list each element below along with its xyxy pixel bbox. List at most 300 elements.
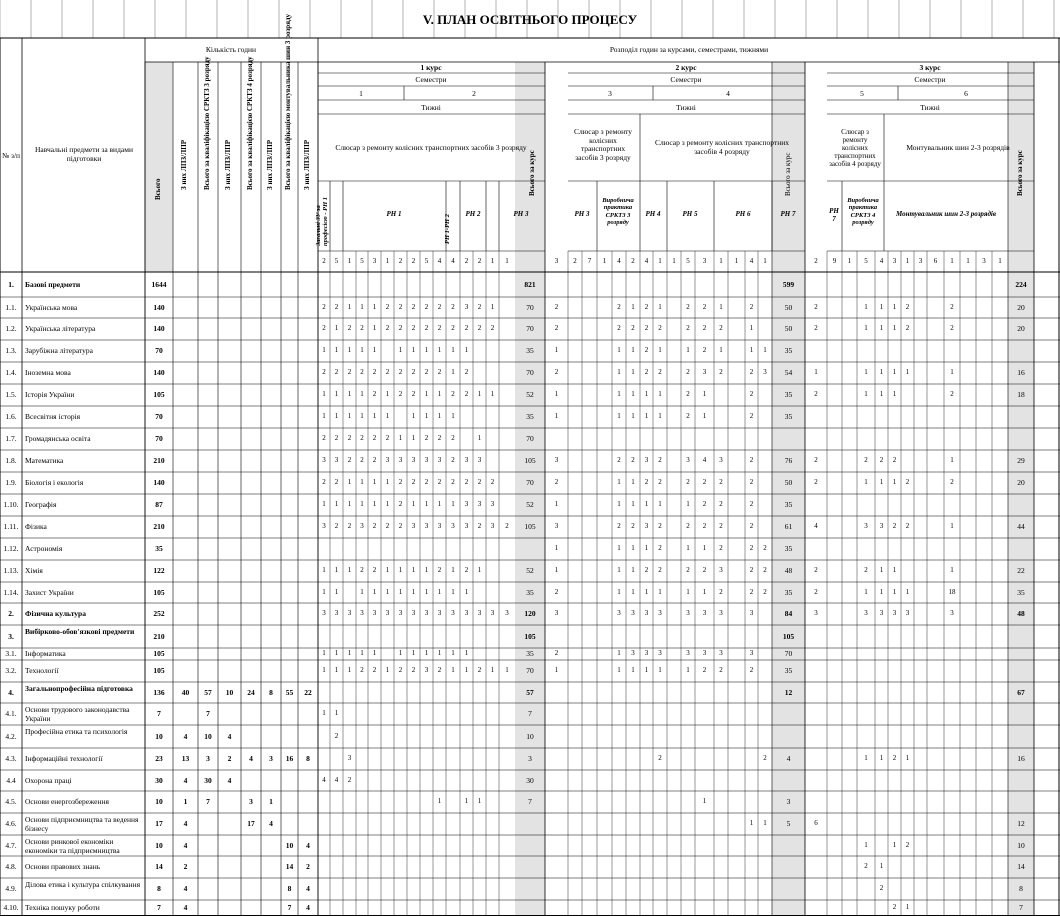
row-hours: 14 [155, 862, 163, 871]
row-c3-week: 1 [905, 368, 910, 376]
row-c1-total: 70 [526, 434, 534, 443]
row-c1-week: 2 [322, 324, 326, 332]
row-c2-week: 2 [658, 522, 662, 530]
row-c1-week: 2 [360, 324, 364, 332]
row-c1-week: 1 [360, 412, 364, 420]
row-c1-week: 1 [424, 649, 429, 657]
row-hours: 8 [287, 884, 292, 893]
row-c1-week: 2 [424, 434, 429, 442]
row-c1-week: 2 [322, 368, 326, 376]
row-c3-total: 16 [1017, 754, 1025, 763]
module-tire-fitter: Монтувальник шин 2-3 розрядів [896, 210, 996, 218]
row-c1-week: 1 [385, 566, 390, 574]
row-c2-week: 2 [658, 456, 662, 464]
row-c1-week: 2 [424, 324, 429, 332]
row-c2-total: 84 [784, 609, 793, 618]
row-c1-week: 2 [451, 324, 455, 332]
row-c1-week: 2 [411, 478, 416, 486]
row-c2-total: 35 [784, 412, 793, 421]
row-no: 4.10. [3, 903, 19, 912]
row-c2-week: 2 [719, 324, 723, 332]
row-c1-week: 2 [411, 666, 416, 674]
row-c1-week: 2 [398, 302, 403, 311]
row-c1-week: 1 [334, 390, 339, 398]
row-no: 4. [8, 687, 14, 697]
row-hours: 4 [227, 731, 232, 741]
row-c1-week: 1 [477, 797, 482, 805]
row-subject: Охорона праці [25, 775, 72, 785]
module-practice-3: Виробнича практика СРКТЗ 3 розряду [602, 197, 634, 227]
row-subject: Історія України [25, 390, 75, 399]
row-c2-week: 2 [749, 302, 754, 311]
row-c1-week: 1 [424, 346, 429, 354]
row-c1-week: 1 [464, 346, 469, 354]
row-c1-total: 7 [528, 797, 532, 806]
row-c1-total: 3 [528, 754, 532, 763]
week-c1: 5 [360, 257, 364, 265]
course1-semesters: Семестри [415, 75, 447, 84]
row-c1-week: 2 [437, 478, 442, 486]
row-c3-week: 4 [814, 522, 818, 530]
row-c2-week: 2 [686, 478, 690, 486]
row-c2-week: 2 [554, 649, 559, 657]
row-subject: Професійна етика та психологія [25, 727, 128, 736]
row-c3-week: 3 [879, 609, 884, 617]
row-c3-week: 2 [905, 324, 910, 332]
row-c1-week: 1 [372, 324, 377, 332]
row-c2-week: 1 [631, 368, 635, 376]
row-c1-week: 2 [464, 566, 469, 574]
row-c1-week: 1 [322, 566, 326, 574]
row-c1-week: 1 [385, 390, 390, 398]
week-c2: 1 [763, 257, 767, 265]
row-c1-week: 2 [360, 368, 364, 376]
week-c2: 1 [734, 257, 739, 265]
row-c2-week: 3 [554, 522, 559, 530]
row-c1-week: 3 [322, 456, 326, 464]
row-c1-total: 105 [524, 522, 536, 531]
row-c3-week: 2 [950, 324, 954, 332]
row-c1-week: 1 [398, 346, 403, 354]
row-c1-week: 1 [347, 500, 352, 508]
row-subject: Громадянська освіта [25, 434, 91, 443]
row-c2-total: 35 [784, 390, 793, 399]
row-c1-week: 1 [451, 587, 455, 596]
row-hours: 7 [157, 709, 161, 718]
row-c2-week: 3 [686, 456, 690, 464]
row-c3-total: 7 [1019, 903, 1023, 912]
row-hours: 136 [153, 687, 165, 697]
row-hours: 35 [155, 544, 163, 553]
row-c2-week: 3 [554, 609, 559, 617]
row-c1-week: 1 [322, 649, 326, 657]
row-c1-week: 1 [424, 390, 429, 398]
row-no: 1.14. [3, 587, 19, 597]
row-c1-week: 3 [437, 522, 442, 530]
row-no: 1.4. [5, 368, 17, 377]
row-c2-total: 35 [784, 500, 793, 509]
course1-weeks: Тижні [421, 103, 441, 112]
row-c1-week: 2 [424, 478, 429, 486]
row-c2-week: 3 [631, 609, 635, 617]
row-hours: 140 [153, 324, 165, 333]
row-c2-week: 2 [554, 302, 559, 311]
row-subject: Технології [25, 666, 59, 675]
row-c1-week: 1 [372, 302, 377, 311]
row-c1-week: 2 [334, 302, 339, 311]
row-hours: 8 [269, 687, 273, 697]
row-c2-week: 2 [644, 346, 649, 354]
header-hours-col-4: Всього за кваліфікацією СРКТЗ 4 розряду [246, 56, 254, 190]
row-no: 3.2. [5, 666, 17, 675]
row-no: 3. [8, 631, 14, 641]
header-hours-col-2: Всього за кваліфікацією СРКТЗ 3 розряду [203, 56, 211, 190]
row-c1-week: 2 [437, 302, 442, 311]
sem-1: 1 [359, 89, 363, 98]
row-c2-week: 1 [658, 302, 662, 311]
row-hours: 10 [225, 687, 234, 697]
row-c1-week: 4 [334, 775, 339, 784]
row-no: 1.1. [5, 302, 17, 312]
row-c2-week: 2 [702, 324, 707, 332]
row-c2-week: 2 [749, 412, 754, 420]
row-hours: 105 [153, 649, 165, 658]
row-c1-week: 1 [437, 390, 442, 398]
row-hours: 210 [153, 522, 165, 531]
row-c1-total: 70 [526, 666, 534, 675]
row-c1-week: 1 [385, 587, 390, 596]
week-c1: 5 [334, 257, 339, 265]
course1-total-header: Всього за курс [528, 150, 536, 196]
row-c1-total: 70 [526, 478, 534, 487]
week-c2: 3 [702, 257, 707, 265]
row-c1-week: 2 [451, 390, 455, 398]
row-c3-week: 2 [892, 903, 897, 911]
row-c1-week: 3 [424, 522, 429, 530]
week-c1: 2 [477, 257, 482, 265]
row-c2-week: 1 [554, 346, 559, 354]
row-subject: Біологія і екологія [25, 478, 84, 487]
row-c1-week: 3 [464, 500, 469, 508]
row-c3-week: 2 [814, 324, 818, 332]
row-hours: 2 [183, 862, 188, 871]
row-c2-week: 1 [686, 666, 690, 674]
row-c1-week: 2 [347, 368, 352, 376]
row-c1-week: 3 [451, 522, 455, 530]
row-c1-week: 2 [464, 478, 469, 486]
row-c1-week: 1 [372, 412, 377, 420]
row-c2-week: 2 [702, 346, 707, 354]
row-c2-week: 1 [554, 544, 559, 552]
row-c1-week: 1 [385, 500, 390, 508]
row-c1-week: 2 [360, 456, 364, 464]
row-c2-week: 4 [702, 456, 707, 464]
row-hours: 30 [155, 775, 163, 785]
row-c2-week: 1 [554, 666, 559, 674]
page-title: V. ПЛАН ОСВІТНЬОГО ПРОЦЕСУ [422, 12, 638, 27]
row-c1-week: 1 [334, 587, 339, 596]
row-c3-week: 1 [892, 302, 897, 311]
row-c1-week: 1 [477, 434, 482, 442]
row-c3-week: 6 [814, 819, 818, 827]
row-c1-week: 3 [437, 456, 442, 464]
row-c1-week: 1 [372, 346, 377, 354]
row-c2-week: 1 [644, 412, 649, 420]
row-c2-week: 1 [658, 412, 662, 420]
course2-total-header: Всього за курс [784, 152, 792, 196]
row-hours: 105 [153, 587, 165, 597]
row-c1-week: 2 [372, 456, 377, 464]
row-c1-week: 3 [464, 302, 469, 311]
row-c1-total: 10 [526, 731, 534, 741]
row-c1-week: 1 [334, 649, 339, 657]
week-c3: 3 [982, 257, 986, 265]
course3-profession-b: Монтувальник шин 2-3 розрядів [906, 143, 1010, 152]
row-c1-week: 2 [411, 390, 416, 398]
week-c3: 5 [864, 257, 868, 265]
row-c3-week: 1 [864, 302, 868, 311]
row-c1-week: 1 [360, 587, 364, 596]
row-c2-week: 2 [658, 544, 662, 552]
row-c2-week: 3 [644, 456, 649, 464]
row-c2-week: 2 [686, 566, 690, 574]
row-c1-week: 3 [464, 609, 469, 617]
week-c1: 4 [451, 257, 455, 265]
row-c1-week: 3 [347, 609, 352, 617]
module-zagalni: Загальні ЗУ за професією - РН 1 [315, 196, 329, 246]
week-c3: 4 [879, 257, 884, 265]
row-c2-week: 2 [631, 522, 635, 530]
row-c3-week: 1 [879, 566, 884, 574]
row-c2-week: 2 [554, 324, 559, 332]
row-c1-week: 3 [437, 609, 442, 617]
row-subject: Вибірково-обов'язкові предмети [25, 627, 135, 636]
row-c2-week: 1 [702, 544, 707, 552]
week-c1: 1 [385, 257, 390, 265]
row-hours: 87 [155, 500, 163, 509]
row-subject: Основи трудового законодавства України [25, 705, 130, 723]
row-c1-week: 2 [347, 324, 352, 332]
row-c1-week: 1 [464, 797, 469, 805]
row-c1-week: 1 [334, 709, 339, 717]
row-c1-week: 2 [398, 324, 403, 332]
row-subject: Українська література [25, 324, 96, 333]
row-c3-week: 2 [892, 522, 897, 530]
header-hours-col-7: З них ЛПЗ/ЛПР [303, 140, 311, 190]
module-rn1: РН 1 [386, 210, 402, 218]
row-c3-week: 2 [905, 840, 910, 849]
row-hours: 2 [227, 754, 232, 763]
row-hours: 55 [285, 687, 294, 697]
row-c2-week: 2 [686, 390, 690, 398]
row-c1-week: 1 [360, 500, 364, 508]
row-subject: Основи енергозбереження [25, 797, 109, 806]
row-c2-week: 2 [749, 500, 754, 508]
row-c2-total: 3 [786, 797, 791, 806]
header-hours-col-6: Всього за кваліфікацією монтувальника шин 3 розряду [284, 13, 292, 190]
row-c1-week: 3 [505, 609, 509, 617]
row-c3-week: 2 [864, 456, 868, 464]
row-c1-week: 2 [424, 368, 429, 376]
header-hours-col-1: З них ЛПЗ/ЛПР [180, 140, 188, 190]
row-c2-week: 1 [554, 412, 559, 420]
row-c1-week: 3 [490, 609, 495, 617]
row-c2-week: 2 [554, 478, 559, 486]
row-no: 1.12. [3, 544, 19, 553]
row-c2-week: 3 [644, 649, 649, 657]
row-c2-week: 2 [617, 302, 621, 311]
row-c1-week: 2 [398, 522, 403, 530]
row-c2-week: 2 [763, 587, 767, 596]
row-c2-total: 70 [784, 649, 793, 658]
row-hours: 17 [247, 819, 255, 828]
row-c3-week: 1 [892, 566, 897, 574]
row-c2-week: 1 [617, 478, 621, 486]
row-c2-week: 1 [658, 390, 662, 398]
row-c2-week: 2 [719, 522, 723, 530]
week-c2: 1 [719, 257, 723, 265]
row-c2-week: 1 [644, 390, 649, 398]
row-c1-week: 2 [477, 324, 482, 332]
row-c1-week: 2 [505, 522, 509, 530]
row-c1-week: 2 [464, 390, 469, 398]
row-c2-week: 3 [658, 649, 662, 657]
row-c3-week: 1 [892, 587, 897, 596]
row-c2-week: 3 [719, 456, 723, 464]
row-subject: Математика [25, 456, 64, 465]
row-c3-week: 1 [950, 522, 954, 530]
row-c3-total: 20 [1017, 302, 1025, 312]
row-hours: 4 [306, 884, 310, 893]
week-c1: 2 [464, 257, 469, 265]
row-c3-total: 20 [1017, 478, 1025, 487]
row-c2-week: 1 [631, 346, 635, 354]
row-hours: 10 [285, 840, 294, 850]
row-c1-week: 2 [334, 434, 339, 442]
row-subject: Українська мова [25, 302, 78, 312]
row-hours: 4 [306, 840, 310, 850]
row-c1-week: 2 [360, 666, 364, 674]
row-c2-week: 3 [686, 609, 690, 617]
row-c1-week: 1 [437, 587, 442, 596]
row-hours: 10 [204, 731, 212, 741]
row-c3-total: 16 [1017, 368, 1025, 377]
row-c3-week: 1 [905, 587, 910, 596]
row-c3-total: 35 [1017, 587, 1025, 597]
row-c1-week: 1 [372, 500, 377, 508]
row-no: 4.1. [5, 709, 17, 718]
week-c3: 9 [832, 257, 837, 265]
row-c1-week: 3 [464, 456, 469, 464]
row-subject: Загальнопрофесійна підготовка [25, 684, 133, 693]
row-c3-week: 1 [905, 754, 910, 762]
row-c1-week: 3 [322, 609, 326, 617]
row-c3-total: 22 [1017, 566, 1025, 575]
row-hours: 4 [227, 775, 232, 785]
row-c3-week: 3 [864, 522, 868, 530]
week-c3: 3 [892, 257, 897, 265]
row-subject: Фізична культура [25, 609, 86, 618]
row-c1-week: 2 [411, 368, 416, 376]
row-hours: 13 [181, 754, 190, 763]
row-c3-week: 1 [892, 368, 897, 376]
row-hours: 4 [183, 775, 188, 785]
row-hours: 14 [285, 862, 294, 871]
row-c3-week: 2 [892, 754, 897, 762]
row-subject: Техніка пошуку роботи [25, 903, 100, 912]
row-c2-total: 54 [784, 368, 793, 377]
row-c2-week: 2 [749, 566, 754, 574]
row-c3-week: 3 [814, 609, 818, 617]
row-c1-week: 1 [385, 666, 390, 674]
row-c2-week: 1 [554, 500, 559, 508]
row-c3-week: 1 [879, 302, 884, 311]
row-hours: 24 [247, 687, 255, 697]
row-c2-week: 1 [702, 390, 707, 398]
row-c2-total: 50 [784, 324, 793, 333]
row-c1-week: 1 [398, 566, 403, 574]
row-no: 1.11. [3, 522, 19, 531]
row-c1-total: 105 [524, 631, 536, 641]
row-c1-week: 1 [411, 434, 416, 442]
row-c1-week: 2 [334, 522, 339, 530]
row-c1-week: 1 [347, 390, 352, 398]
row-c3-week: 2 [950, 302, 954, 311]
header-hours-col-0: Всього [154, 178, 162, 200]
row-c3-week: 1 [879, 862, 884, 870]
row-c1-week: 3 [372, 609, 377, 617]
week-c3: 1 [847, 257, 852, 265]
row-c1-week: 1 [347, 412, 352, 420]
row-c2-week: 1 [702, 412, 707, 420]
row-c3-week: 1 [864, 390, 868, 398]
week-c1: 2 [398, 257, 403, 265]
sem-2: 2 [472, 89, 476, 98]
row-c1-week: 1 [490, 390, 495, 398]
row-hours: 7 [206, 797, 210, 806]
row-c1-week: 1 [385, 478, 390, 486]
row-c1-week: 1 [451, 666, 455, 674]
row-hours: 4 [269, 819, 273, 828]
row-c1-week: 2 [451, 302, 455, 311]
row-c1-week: 1 [424, 566, 429, 574]
row-c1-week: 2 [347, 434, 352, 442]
row-c1-week: 2 [347, 456, 352, 464]
row-hours: 4 [306, 903, 310, 912]
row-c1-week: 3 [322, 522, 326, 530]
row-c1-total: 120 [524, 609, 536, 618]
week-c3: 1 [905, 257, 910, 265]
row-c2-week: 1 [658, 666, 662, 674]
week-c1: 3 [372, 257, 377, 265]
row-c3-week: 18 [948, 587, 956, 596]
row-c2-total: 4 [786, 754, 791, 763]
row-c2-total: 50 [784, 478, 793, 487]
row-c2-week: 2 [631, 324, 635, 332]
row-c3-week: 3 [892, 609, 897, 617]
row-c2-week: 3 [749, 649, 754, 657]
row-c2-week: 2 [749, 456, 754, 464]
row-c1-week: 1 [505, 666, 509, 674]
row-c2-week: 1 [719, 302, 723, 311]
row-c2-week: 3 [749, 609, 754, 617]
row-c1-total: 7 [528, 709, 532, 718]
row-c2-week: 2 [686, 522, 690, 530]
row-c1-week: 1 [334, 500, 339, 508]
row-c1-week: 2 [322, 478, 326, 486]
module-rn2: РН 2 [465, 210, 481, 218]
row-c1-week: 1 [398, 649, 403, 657]
